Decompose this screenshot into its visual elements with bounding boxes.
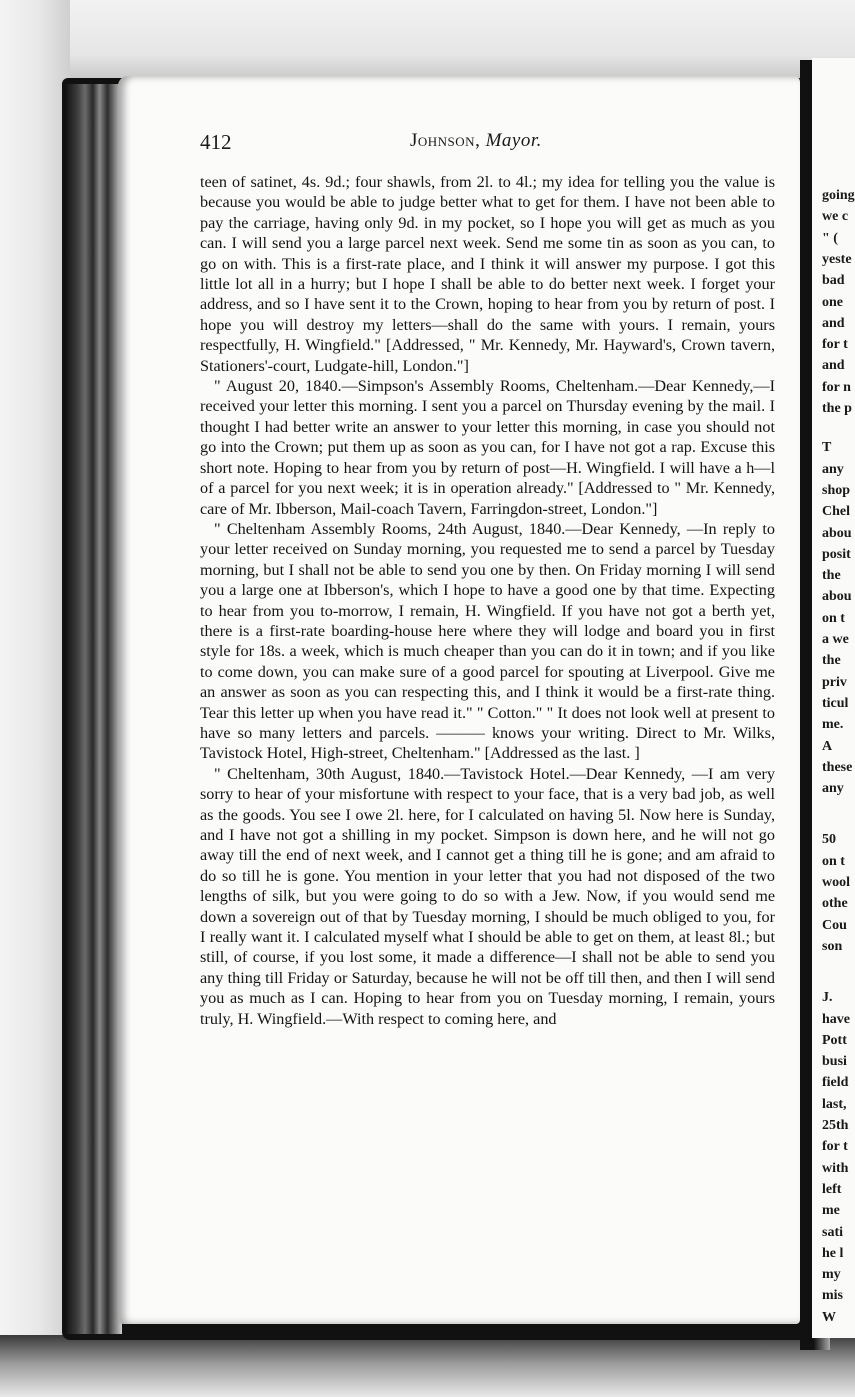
facing-page-line: " ( xyxy=(822,230,838,246)
facing-page-line: any xyxy=(822,461,844,477)
page-header xyxy=(200,130,775,160)
facing-page-line: the xyxy=(822,568,841,584)
facing-page-line: the p xyxy=(822,401,852,416)
running-head-title: Mayor. xyxy=(485,130,542,151)
facing-page-line: shop xyxy=(822,482,851,498)
facing-page-line: sati xyxy=(822,1224,843,1240)
facing-page-line: on t xyxy=(822,610,845,626)
facing-page-line: we c xyxy=(822,209,849,225)
facing-page-line: ticul xyxy=(822,695,849,711)
facing-page-line: any xyxy=(822,781,844,797)
facing-page-line: left xyxy=(822,1181,842,1197)
facing-page-line: and xyxy=(822,358,845,374)
facing-page-line: wool xyxy=(822,875,850,890)
facing-page-line: on t xyxy=(822,853,845,869)
running-head xyxy=(410,130,542,152)
scan-backdrop-left xyxy=(0,0,70,1397)
scan-backdrop-bottom xyxy=(0,1335,855,1397)
facing-page-line: priv xyxy=(822,674,847,690)
letter-august-20: " August 20, 1840.—Simpson's Assembly Rooms, Cheltenham.—Dear Kennedy,—I received your letter this morning. I sent you a parcel on Thursday evening by the mail. I thought I had better write an answer to your letter this morning, in case you should not go into the Crown; put them up as soon as you can, for I have not got a rap. Excuse this short note. Hoping to hear from you by return of post—H. Wingfield. I will have a h—l of a parcel for you next week; it is in operation already." [Addressed to " Mr. Kennedy, care of Mr. Ibberson, Mail-coach Tavern, Farringdon-street, London."] xyxy=(200,377,775,518)
facing-page-line: the xyxy=(822,653,841,669)
facing-page-line: he l xyxy=(822,1245,844,1261)
facing-page-line: a we xyxy=(822,632,849,647)
facing-page-line: one xyxy=(822,294,843,310)
facing-page-line: me xyxy=(822,1203,840,1219)
facing-page-line: 50 xyxy=(822,832,836,848)
facing-page-line: abou xyxy=(822,589,852,605)
facing-page-line: yeste xyxy=(822,251,852,267)
facing-page-line: Chel xyxy=(822,504,850,520)
facing-page-line: my xyxy=(822,1267,841,1283)
facing-page-line: for n xyxy=(822,379,851,395)
facing-page xyxy=(812,58,855,1338)
facing-page-line: W xyxy=(822,1309,836,1325)
facing-page-line: last, xyxy=(822,1096,847,1112)
facing-page-line: going xyxy=(822,188,855,203)
page-number: 412 xyxy=(200,130,232,154)
facing-page-line: mis xyxy=(822,1288,843,1304)
facing-page-line: J. xyxy=(822,990,833,1006)
facing-page-line: for t xyxy=(822,337,848,353)
facing-page-line: A xyxy=(822,738,833,754)
facing-page-line: 25th xyxy=(822,1118,849,1133)
paragraph-continuation: teen of satinet, 4s. 9d.; four shawls, from 2l. to 4l.; my idea for telling you the value is because you would be able to judge better what to get for them. I have not been able to pay the carriage, having only 9d. in my pocket, so I hope you will get as much as you can. I will send you a large parcel next week. Send me some tin as soon as you can, to go on with. This is a first-rate place, and I think it will answer my purpose. I got this little lot all in a hurry; but I hope I shall be able to do better next week. I forget your address, and so I have sent it to the Crown, hoping to hear from you by return of post. I hope you will destroy my letters—shall do the same with yours. I remain, yours respectfully, H. Wingfield." [Addressed, " Mr. Kennedy, Mr. Hayward's, Crown tavern, Stationers'-court, Ludgate-hill, London."] xyxy=(200,173,775,375)
letter-august-24: " Cheltenham Assembly Rooms, 24th August, 1840.—Dear Kennedy, —In reply to your letter received on Sunday morning, you requested me to send a parcel by Tuesday morning, but I shall not be able to send you one by then. On Friday morning I will send you a large one at Ibberson's, which I hope to have a good one by that time. Expecting to hear from you to-morrow, I remain, H. Wingfield. If you have not got a berth yet, there is a first-rate boarding-house here where they will lodge and board you in first style for 18s. a week, which is much cheaper than you can do it in town; and if you like to come down, you can make sure of a good parcel for spouting at Liverpool. Give me an answer as soon as you can respecting this, and I think it would be a first-rate thing. Tear this letter up when you have read it." " Cotton." " It does not look well at present to have so many letters and parcels. ——— knows your writing. Direct to Mr. Wilks, Tavistock Hotel, High-street, Cheltenham." [Addressed as the last. ] xyxy=(200,519,775,763)
facing-page-line: T xyxy=(822,440,832,456)
facing-page-line: son xyxy=(822,938,843,954)
facing-page-line: abou xyxy=(822,525,852,541)
facing-page-line: Cou xyxy=(822,917,847,933)
facing-page-line: these xyxy=(822,759,853,775)
facing-page-line: busi xyxy=(822,1054,847,1070)
facing-page-line: have xyxy=(822,1011,850,1027)
facing-page-line: bad xyxy=(822,273,845,289)
facing-page-line: othe xyxy=(822,896,848,912)
facing-page-line: me. xyxy=(822,717,844,733)
facing-page-line: field xyxy=(822,1075,849,1091)
facing-page-line: with xyxy=(822,1160,849,1176)
facing-page-line: and xyxy=(822,315,845,331)
page-edges-stack xyxy=(66,84,122,1334)
facing-page-line: Pott xyxy=(822,1032,847,1048)
body-text xyxy=(200,172,775,1029)
letter-august-30: " Cheltenham, 30th August, 1840.—Tavistock Hotel.—Dear Kennedy, —I am very sorry to hear of your misfortune with respect to your face, that is a very bad job, as well as the goods. You see I owe 2l. here, for I calculated on having 5l. Now here is Sunday, and I have not got a shilling in my pocket. Simpson is down here, and he will not go away till the end of next week, and I cannot get a thing till he is gone; and am afraid to do so till he is gone. You mention in your letter that you had not disposed of the two lengths of silk, but you were going to do so with a Jew. Now, if you would send me down a sovereign out of that by Tuesday morning, I should be much obliged to you, for I really want it. I calculated myself what I should be able to get on them, at least 8l.; but still, of course, if you lost some, it made a difference—I shall not be able to send you any thing till Friday or Saturday, because he will not be off till then, and then I will send you as much as I can. Hoping to hear from you on Tuesday morning, I remain, yours truly, H. Wingfield.—With respect to coming here, and xyxy=(200,764,775,1028)
running-head-name: Johnson, xyxy=(410,130,481,151)
facing-page-line: posit xyxy=(822,546,851,562)
facing-page-line: for t xyxy=(822,1139,848,1155)
